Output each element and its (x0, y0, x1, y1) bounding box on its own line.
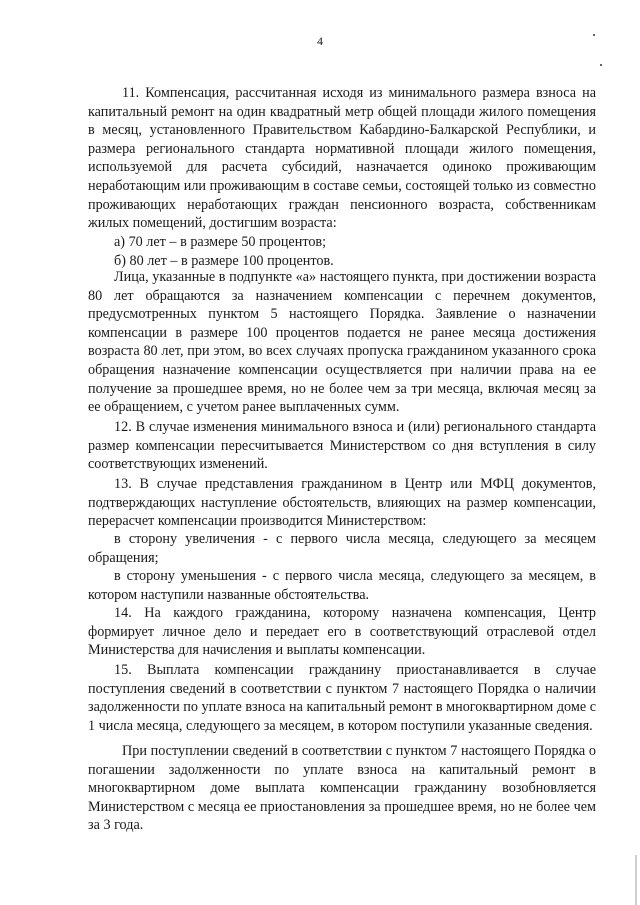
list-item-b: б) 80 лет – в размере 100 процентов. (114, 253, 334, 269)
paragraph-14: 14. На каждого гражданина, которому назначена компенсация, Центр формирует личное дело и передает его в соответствующий отраслевой отдел Министерства для начисления и выплаты компенсации. (88, 605, 596, 659)
paragraph-12: 12. В случае изменения минимального взноса и (или) регионального стандарта размер компенсации пересчитывается Министерством со дня вступления в силу соответствующих изменений. (88, 419, 596, 473)
scan-dot (600, 64, 602, 66)
scan-dot (593, 34, 595, 36)
page-number: 4 (317, 34, 323, 48)
paragraph-age-80: Лица, указанные в подпункте «а» настоящего пункта, при достижении возраста 80 лет обращаются за назначением компенсации с перечнем документов, предусмотренных пунктом 5 настоящего Порядка. Заявление о назначении компенсации в размере 100 процентов подается не ранее месяца достижения возраста 80 лет, при этом, во всех случаях пропуска гражданином указанного срока обращения назначение компенсации осуществляется при наличии права на ее получение за прошедшее время, но не более чем за три месяца, включая месяц за ее обращением, с учетом ранее выплаченных сумм. (88, 269, 596, 416)
list-item-a: а) 70 лет – в размере 50 процентов; (114, 234, 327, 250)
paragraph-13: 13. В случае представления гражданином в Центр или МФЦ документов, подтверждающих наступление обстоятельств, влияющих на размер компенсации, перерасчет компенсации производится Министерством: (88, 476, 596, 530)
scan-edge (635, 855, 637, 905)
paragraph-resumption: При поступлении сведений в соответствии с пунктом 7 настоящего Порядка о погашении задолженности по уплате взноса на капитальный ремонт в многоквартирном доме выплата компенсации гражданину возобновляется Министерством с месяца ее приостановления за прошедшее время, но не более чем за 3 года. (88, 743, 596, 834)
paragraph-15: 15. Выплата компенсации гражданину приостанавливается в случае поступления сведений в соответствии с пунктом 7 настоящего Порядка о наличии задолженности по уплате взноса на капитальный ремонт в многоквартирном доме с 1 числа месяца, следующего за месяцем, в котором поступили указанные сведения. (88, 662, 596, 734)
paragraph-11: 11. Компенсация, рассчитанная исходя из минимального размера взноса на капитальный ремонт на один квадратный метр общей площади жилого помещения в месяц, установленного Правительством Кабардино-Балкарской Республики, и размера регионального стандарта нормативной площади жилого помещения, используемой для расчета субсидий, назначается одиноко проживающим неработающим или проживающим в составе семьи, состоящей только из совместно проживающих неработающих граждан пенсионного возраста, собственникам жилых помещений, достигшим возраста: (88, 85, 596, 232)
paragraph-increase: в сторону увеличения - с первого числа месяца, следующего за месяцем обращения; (88, 531, 596, 566)
paragraph-decrease: в сторону уменьшения - с первого числа месяца, следующего за месяцем, в котором наступили названные обстоятельства. (88, 568, 596, 603)
